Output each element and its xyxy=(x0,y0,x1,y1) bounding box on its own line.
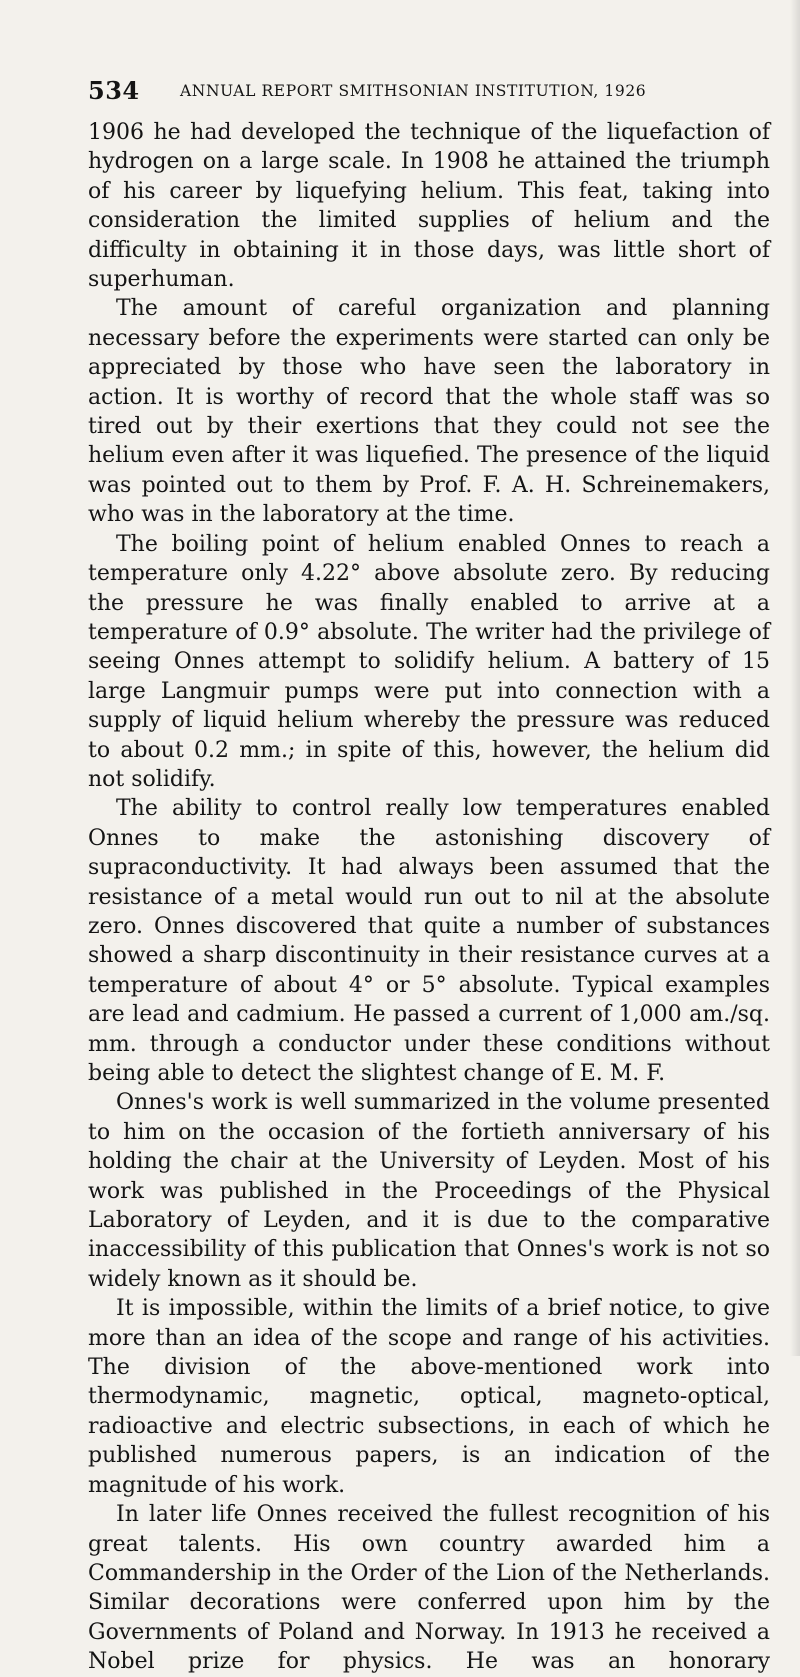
paragraph: The boiling point of helium enabled Onnes to reach a temperature only 4.22° above absolute zero. By reducing the pressure he was finally enabled to arrive at a temperature of 0.9° absolute. The writer had the privilege of seeing Onnes attempt to solidify helium. A battery of 15 large Langmuir pumps were put into connection with a supply of liquid helium whereby the pressure was reduced to about 0.2 mm.; in spite of this, however, the helium did not solidify. xyxy=(88,531,770,792)
running-title: ANNUAL REPORT SMITHSONIAN INSTITUTION, 1926 xyxy=(180,82,647,100)
page-number: 534 xyxy=(88,76,140,105)
body-text xyxy=(88,118,770,1677)
book-page xyxy=(88,72,770,1677)
page-edge-shadow xyxy=(790,0,800,1356)
running-header xyxy=(88,72,770,108)
paragraph: It is impossible, within the limits of a brief notice, to give more than an idea of the scope and range of his activities. The division of the above-mentioned work into thermodynamic, magnetic, optical, magneto-optical, radioactive and electric subsections, in each of which he published numerous papers, is an indication of the magnitude of his work. xyxy=(88,1296,770,1498)
paragraph: 1906 he had developed the technique of the liquefaction of hydrogen on a large scale. In 1908 he attained the triumph of his career by liquefying helium. This feat, taking into consideration the limited supplies of helium and the difficulty in obtaining it in those days, was little short of superhuman. xyxy=(88,120,770,293)
paragraph: In later life Onnes received the fullest recognition of his great talents. His own country awarded him a Commandership in the Order of the Lion of the Netherlands. Similar decorations were conferred upon him by the Governments of Poland and Norway. In 1913 he received a Nobel prize for physics. He was an honorary xyxy=(88,1502,770,1675)
paragraph: The ability to control really low temperatures enabled Onnes to make the astonishing discovery of supraconductivity. It had always been assumed that the resistance of a metal would run out to nil at the absolute zero. Onnes discovered that quite a number of substances showed a sharp discontinuity in their resistance curves at a temperature of about 4° or 5° absolute. Typical examples are lead and cadmium. He passed a current of 1,000 am./sq. mm. through a conductor under these conditions without being able to detect the slightest change of E. M. F. xyxy=(88,796,770,1086)
paragraph: Onnes's work is well summarized in the volume presented to him on the occasion of the fortieth anniversary of his holding the chair at the University of Leyden. Most of his work was published in the Proceedings of the Physical Laboratory of Leyden, and it is due to the comparative inaccessibility of this publication that Onnes's work is not so widely known as it should be. xyxy=(88,1090,770,1292)
paragraph: The amount of careful organization and planning necessary before the experiments were started can only be appreciated by those who have seen the laboratory in action. It is worthy of record that the whole staff was so tired out by their exertions that they could not see the helium even after it was liquefied. The presence of the liquid was pointed out to them by Prof. F. A. H. Schreinemakers, who was in the laboratory at the time. xyxy=(88,296,770,528)
